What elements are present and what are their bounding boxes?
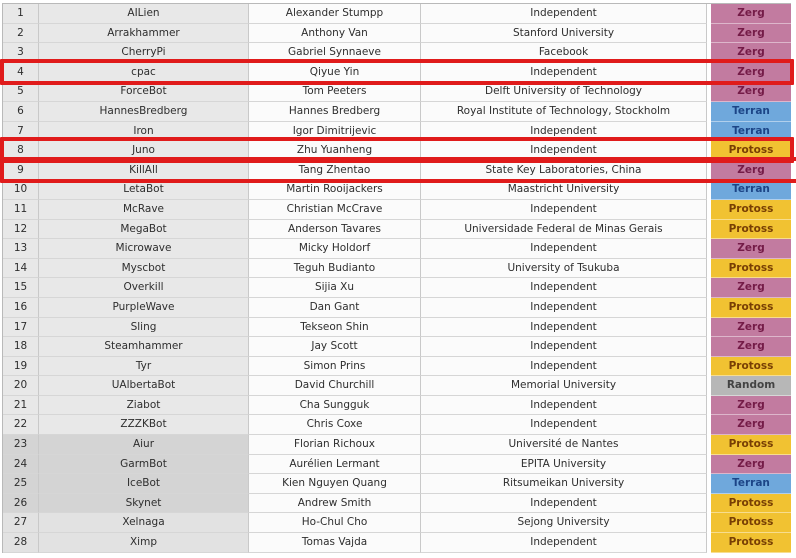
race-cell[interactable]: Terran xyxy=(711,102,791,122)
bot-name-cell[interactable]: Iron xyxy=(39,122,249,142)
affiliation-cell[interactable]: Delft University of Technology xyxy=(421,82,707,102)
author-cell[interactable]: Tomas Vajda xyxy=(249,533,421,553)
table-row[interactable] xyxy=(3,474,791,494)
bot-name-cell[interactable]: Myscbot xyxy=(39,259,249,279)
rank-cell[interactable]: 9 xyxy=(3,161,39,181)
affiliation-cell[interactable]: Independent xyxy=(421,494,707,514)
bot-name-cell[interactable]: HannesBredberg xyxy=(39,102,249,122)
author-cell[interactable]: Aurélien Lermant xyxy=(249,455,421,475)
rank-cell[interactable]: 3 xyxy=(3,43,39,63)
race-cell[interactable]: Protoss xyxy=(711,298,791,318)
author-cell[interactable]: Ho-Chul Cho xyxy=(249,513,421,533)
table-row[interactable] xyxy=(3,494,791,514)
race-cell[interactable]: Protoss xyxy=(711,259,791,279)
author-cell[interactable]: Cha Sungguk xyxy=(249,396,421,416)
bot-name-cell[interactable]: Ziabot xyxy=(39,396,249,416)
rank-cell[interactable]: 27 xyxy=(3,513,39,533)
race-cell[interactable]: Zerg xyxy=(711,278,791,298)
table-row[interactable] xyxy=(3,24,791,44)
bot-name-cell[interactable]: KillAll xyxy=(39,161,249,181)
bot-name-cell[interactable]: Xelnaga xyxy=(39,513,249,533)
rank-cell[interactable]: 6 xyxy=(3,102,39,122)
rank-cell[interactable]: 4 xyxy=(3,63,39,83)
bot-name-cell[interactable]: GarmBot xyxy=(39,455,249,475)
rank-cell[interactable]: 1 xyxy=(3,4,39,24)
bot-name-cell[interactable]: cpac xyxy=(39,63,249,83)
table-row[interactable] xyxy=(3,82,791,102)
rank-cell[interactable]: 25 xyxy=(3,474,39,494)
author-cell[interactable]: Tekseon Shin xyxy=(249,318,421,338)
affiliation-cell[interactable]: Memorial University xyxy=(421,376,707,396)
author-cell[interactable]: David Churchill xyxy=(249,376,421,396)
rank-cell[interactable]: 26 xyxy=(3,494,39,514)
rank-cell[interactable]: 11 xyxy=(3,200,39,220)
bot-name-cell[interactable]: MegaBot xyxy=(39,220,249,240)
rank-cell[interactable]: 19 xyxy=(3,357,39,377)
affiliation-cell[interactable]: Independent xyxy=(421,396,707,416)
race-cell[interactable]: Protoss xyxy=(711,141,791,161)
race-cell[interactable]: Random xyxy=(711,376,791,396)
bot-name-cell[interactable]: LetaBot xyxy=(39,180,249,200)
bot-name-cell[interactable]: Ximp xyxy=(39,533,249,553)
author-cell[interactable]: Dan Gant xyxy=(249,298,421,318)
race-cell[interactable]: Zerg xyxy=(711,4,791,24)
race-cell[interactable]: Zerg xyxy=(711,415,791,435)
race-cell[interactable]: Terran xyxy=(711,180,791,200)
table-row[interactable] xyxy=(3,415,791,435)
affiliation-cell[interactable]: Sejong University xyxy=(421,513,707,533)
rank-cell[interactable]: 17 xyxy=(3,318,39,338)
bot-name-cell[interactable]: Microwave xyxy=(39,239,249,259)
table-row[interactable] xyxy=(3,180,791,200)
author-cell[interactable]: Hannes Bredberg xyxy=(249,102,421,122)
race-cell[interactable]: Zerg xyxy=(711,396,791,416)
table-row[interactable] xyxy=(3,220,791,240)
affiliation-cell[interactable]: Université de Nantes xyxy=(421,435,707,455)
table-row[interactable] xyxy=(3,318,791,338)
author-cell[interactable]: Chris Coxe xyxy=(249,415,421,435)
table-row[interactable] xyxy=(3,455,791,475)
affiliation-cell[interactable]: University of Tsukuba xyxy=(421,259,707,279)
author-cell[interactable]: Tom Peeters xyxy=(249,82,421,102)
bot-name-cell[interactable]: Skynet xyxy=(39,494,249,514)
table-row[interactable] xyxy=(3,533,791,553)
affiliation-cell[interactable]: Independent xyxy=(421,278,707,298)
author-cell[interactable]: Alexander Stumpp xyxy=(249,4,421,24)
author-cell[interactable]: Igor Dimitrijevic xyxy=(249,122,421,142)
affiliation-cell[interactable]: State Key Laboratories, China xyxy=(421,161,707,181)
race-cell[interactable]: Terran xyxy=(711,474,791,494)
rank-cell[interactable]: 14 xyxy=(3,259,39,279)
race-cell[interactable]: Zerg xyxy=(711,43,791,63)
rank-cell[interactable]: 16 xyxy=(3,298,39,318)
rank-cell[interactable]: 8 xyxy=(3,141,39,161)
race-cell[interactable]: Protoss xyxy=(711,357,791,377)
race-cell[interactable]: Zerg xyxy=(711,337,791,357)
race-cell[interactable]: Terran xyxy=(711,122,791,142)
rank-cell[interactable]: 15 xyxy=(3,278,39,298)
author-cell[interactable]: Qiyue Yin xyxy=(249,63,421,83)
author-cell[interactable]: Florian Richoux xyxy=(249,435,421,455)
rank-cell[interactable]: 22 xyxy=(3,415,39,435)
bot-name-cell[interactable]: Steamhammer xyxy=(39,337,249,357)
rank-cell[interactable]: 20 xyxy=(3,376,39,396)
affiliation-cell[interactable]: Independent xyxy=(421,533,707,553)
rank-cell[interactable]: 23 xyxy=(3,435,39,455)
bot-name-cell[interactable]: UAlbertaBot xyxy=(39,376,249,396)
rank-cell[interactable]: 12 xyxy=(3,220,39,240)
highlight-box-row-9 xyxy=(0,157,796,183)
table-row[interactable] xyxy=(3,337,791,357)
bot-name-cell[interactable]: CherryPi xyxy=(39,43,249,63)
author-cell[interactable]: Andrew Smith xyxy=(249,494,421,514)
author-cell[interactable]: Christian McCrave xyxy=(249,200,421,220)
race-cell[interactable]: Protoss xyxy=(711,494,791,514)
table-row[interactable] xyxy=(3,298,791,318)
rank-cell[interactable]: 24 xyxy=(3,455,39,475)
affiliation-cell[interactable]: Universidade Federal de Minas Gerais xyxy=(421,220,707,240)
author-cell[interactable]: Anthony Van xyxy=(249,24,421,44)
race-cell[interactable]: Protoss xyxy=(711,533,791,553)
table-row[interactable] xyxy=(3,239,791,259)
affiliation-cell[interactable]: Independent xyxy=(421,298,707,318)
bot-name-cell[interactable]: ZZZKBot xyxy=(39,415,249,435)
author-cell[interactable]: Simon Prins xyxy=(249,357,421,377)
race-cell[interactable]: Zerg xyxy=(711,82,791,102)
table-row[interactable] xyxy=(3,396,791,416)
author-cell[interactable]: Zhu Yuanheng xyxy=(249,141,421,161)
affiliation-cell[interactable]: Ritsumeikan University xyxy=(421,474,707,494)
bot-name-cell[interactable]: Arrakhammer xyxy=(39,24,249,44)
rank-cell[interactable]: 21 xyxy=(3,396,39,416)
bot-name-cell[interactable]: PurpleWave xyxy=(39,298,249,318)
race-cell[interactable]: Protoss xyxy=(711,220,791,240)
table-row[interactable] xyxy=(3,435,791,455)
affiliation-cell[interactable]: Independent xyxy=(421,63,707,83)
rank-cell[interactable]: 28 xyxy=(3,533,39,553)
affiliation-cell[interactable]: EPITA University xyxy=(421,455,707,475)
race-cell[interactable]: Protoss xyxy=(711,435,791,455)
affiliation-cell[interactable]: Facebook xyxy=(421,43,707,63)
race-cell[interactable]: Protoss xyxy=(711,513,791,533)
table-row[interactable] xyxy=(3,200,791,220)
rank-cell[interactable]: 7 xyxy=(3,122,39,142)
bot-name-cell[interactable]: McRave xyxy=(39,200,249,220)
affiliation-cell[interactable]: Independent xyxy=(421,122,707,142)
bot-name-cell[interactable]: Sling xyxy=(39,318,249,338)
author-cell[interactable]: Gabriel Synnaeve xyxy=(249,43,421,63)
table-row[interactable] xyxy=(3,4,791,24)
rank-cell[interactable]: 2 xyxy=(3,24,39,44)
table-row[interactable] xyxy=(3,376,791,396)
bot-name-cell[interactable]: ForceBot xyxy=(39,82,249,102)
author-cell[interactable]: Martin Rooijackers xyxy=(249,180,421,200)
rank-cell[interactable]: 18 xyxy=(3,337,39,357)
affiliation-cell[interactable]: Independent xyxy=(421,318,707,338)
author-cell[interactable]: Tang Zhentao xyxy=(249,161,421,181)
affiliation-cell[interactable]: Maastricht University xyxy=(421,180,707,200)
affiliation-cell[interactable]: Independent xyxy=(421,4,707,24)
affiliation-cell[interactable]: Independent xyxy=(421,239,707,259)
affiliation-cell[interactable]: Royal Institute of Technology, Stockholm xyxy=(421,102,707,122)
affiliation-cell[interactable]: Stanford University xyxy=(421,24,707,44)
race-cell[interactable]: Zerg xyxy=(711,161,791,181)
table-row[interactable] xyxy=(3,357,791,377)
affiliation-cell[interactable]: Independent xyxy=(421,357,707,377)
author-cell[interactable]: Jay Scott xyxy=(249,337,421,357)
ranking-table xyxy=(2,3,791,553)
author-cell[interactable]: Kien Nguyen Quang xyxy=(249,474,421,494)
rank-cell[interactable]: 5 xyxy=(3,82,39,102)
author-cell[interactable]: Micky Holdorf xyxy=(249,239,421,259)
bot-name-cell[interactable]: Juno xyxy=(39,141,249,161)
table-row[interactable] xyxy=(3,259,791,279)
bot-name-cell[interactable]: Tyr xyxy=(39,357,249,377)
author-cell[interactable]: Teguh Budianto xyxy=(249,259,421,279)
table-row[interactable] xyxy=(3,102,791,122)
author-cell[interactable]: Sijia Xu xyxy=(249,278,421,298)
affiliation-cell[interactable]: Independent xyxy=(421,141,707,161)
affiliation-cell[interactable]: Independent xyxy=(421,415,707,435)
table-row[interactable] xyxy=(3,513,791,533)
race-cell[interactable]: Zerg xyxy=(711,63,791,83)
bot-name-cell[interactable]: Aiur xyxy=(39,435,249,455)
bot-name-cell[interactable]: IceBot xyxy=(39,474,249,494)
author-cell[interactable]: Anderson Tavares xyxy=(249,220,421,240)
bot-name-cell[interactable]: Overkill xyxy=(39,278,249,298)
table-row[interactable] xyxy=(3,278,791,298)
affiliation-cell[interactable]: Independent xyxy=(421,200,707,220)
race-cell[interactable]: Zerg xyxy=(711,455,791,475)
rank-cell[interactable]: 10 xyxy=(3,180,39,200)
affiliation-cell[interactable]: Independent xyxy=(421,337,707,357)
race-cell[interactable]: Zerg xyxy=(711,318,791,338)
bot-name-cell[interactable]: AILien xyxy=(39,4,249,24)
highlight-box-row-4 xyxy=(0,59,794,85)
race-cell[interactable]: Protoss xyxy=(711,200,791,220)
rank-cell[interactable]: 13 xyxy=(3,239,39,259)
race-cell[interactable]: Zerg xyxy=(711,239,791,259)
race-cell[interactable]: Zerg xyxy=(711,24,791,44)
